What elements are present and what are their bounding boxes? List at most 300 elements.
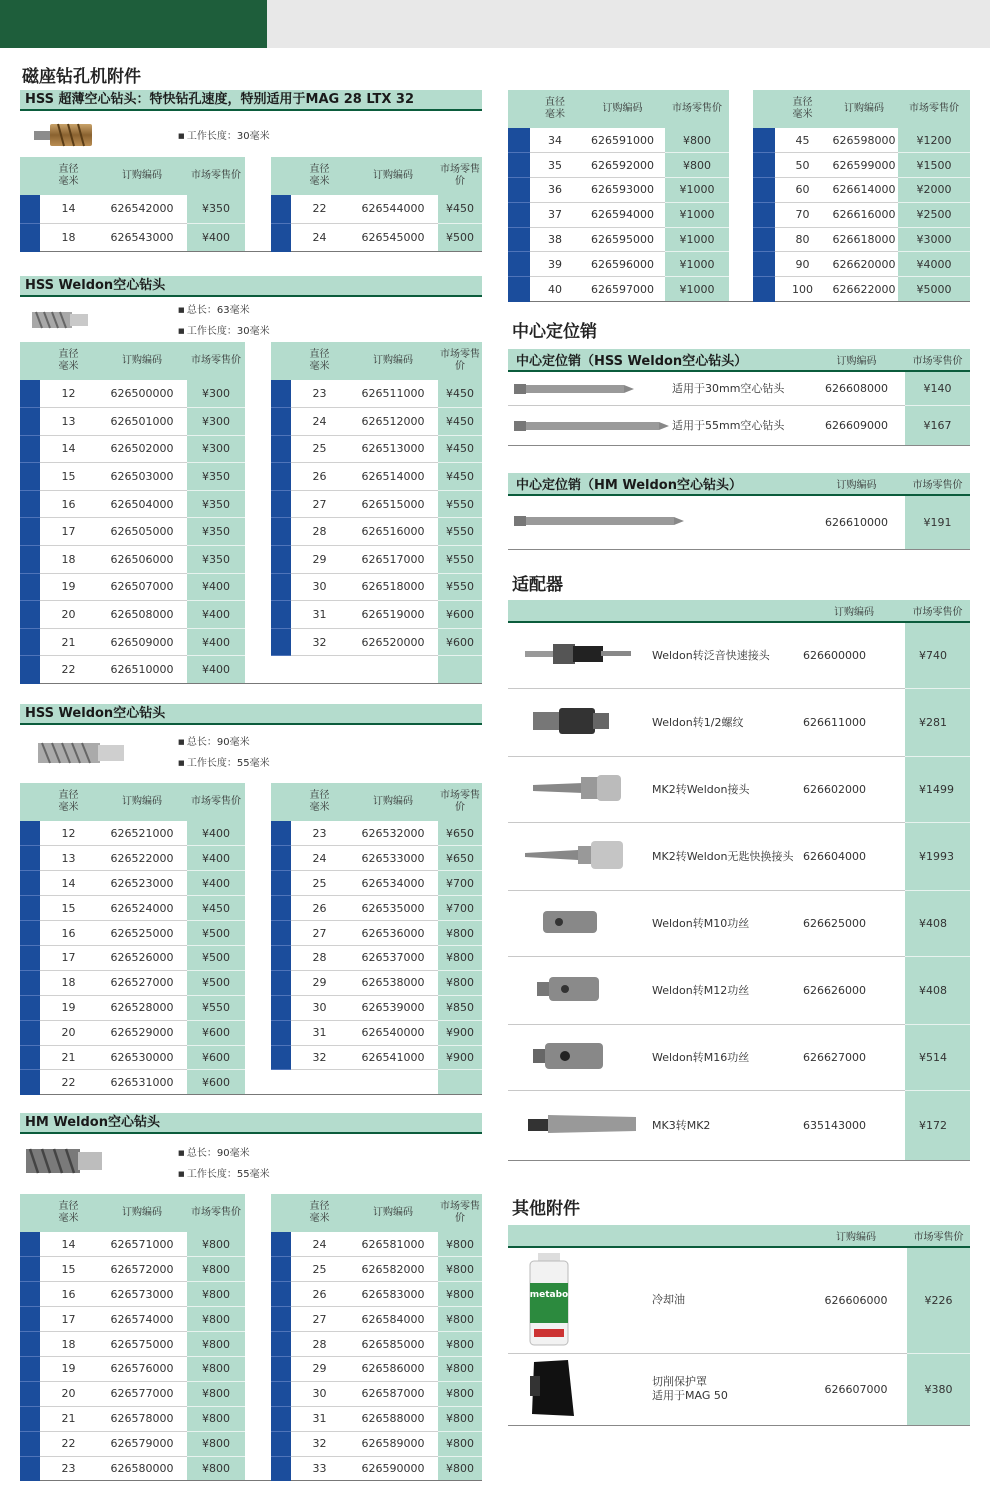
diameter-cell: 20 [40,1020,97,1045]
s1-table [20,157,482,252]
diameter-cell: 25 [291,435,348,463]
header-bar [20,783,40,821]
diameter-cell: 32 [291,628,348,656]
diameter-cell: 90 [775,252,830,277]
table-row [508,756,970,822]
section-hss-weldon-90-title: HSS Weldon空心钻头 [20,704,482,725]
price-cell: ¥800 [438,1332,482,1357]
code-cell: 626500000 [97,380,187,408]
price-cell: ¥408 [905,956,970,1024]
table-row [20,223,482,251]
price-cell: ¥800 [438,970,482,995]
diameter-cell: 24 [291,223,348,251]
col-mm: 毫米 [58,802,79,813]
code-cell: 626509000 [97,628,187,656]
price-cell: ¥800 [438,1456,482,1481]
diameter-cell: 27 [291,1307,348,1332]
price-cell: ¥800 [438,1232,482,1257]
price-cell: ¥740 [905,622,970,688]
code-cell: 626588000 [348,1406,438,1431]
adapters-heading: 适配器 [512,575,563,595]
code-cell: 626530000 [97,1045,187,1070]
code-cell: 626584000 [348,1307,438,1332]
code-cell: 626521000 [97,821,187,846]
price-cell: ¥1000 [665,227,729,252]
col-diam: 直径 [309,1201,330,1212]
code-cell [348,1070,438,1095]
pins-hss-table [508,349,970,446]
diameter-cell: 28 [291,945,348,970]
col-price-header: 市场零售价 [187,1194,245,1232]
price-cell: ¥300 [187,408,245,436]
diameter-cell: 28 [291,1332,348,1357]
code-cell: 626502000 [97,435,187,463]
price-cell: ¥1000 [665,202,729,227]
code-cell: 626514000 [348,463,438,491]
code-cell: 626597000 [580,277,665,302]
table-row [20,995,482,1020]
table-row [20,601,482,629]
col-code-header: 订购编码 [808,473,905,495]
adapter-image [508,756,648,822]
price-cell: ¥700 [438,896,482,921]
code-cell: 626577000 [97,1381,187,1406]
pin-desc-cell [508,495,808,549]
col-diameter-header [291,157,348,195]
table-row [20,821,482,846]
diameter-cell: 26 [291,896,348,921]
adapter-name: MK3转MK2 [648,1090,803,1160]
cutting-guard-image [524,1356,584,1420]
adapter-image [508,890,648,956]
col-code-header: 订购编码 [97,783,187,821]
code-cell: 626506000 [97,546,187,574]
price-cell: ¥800 [187,1381,245,1406]
code-cell: 626540000 [348,1020,438,1045]
code-cell: 626574000 [97,1307,187,1332]
code-cell: 626626000 [803,956,905,1024]
price-cell: ¥400 [187,846,245,871]
diameter-cell: 14 [40,871,97,896]
s2-specs [178,300,270,342]
price-cell: ¥1000 [665,252,729,277]
code-cell: 626538000 [348,970,438,995]
code-cell: 626512000 [348,408,438,436]
table-row [20,1020,482,1045]
price-cell: ¥4000 [898,252,970,277]
table-row [20,1232,482,1257]
col-code-header: 订购编码 [97,157,187,195]
price-cell: ¥281 [905,688,970,756]
col-diam: 直径 [792,97,813,108]
table-row [20,1332,482,1357]
diameter-cell: 38 [530,227,580,252]
diameter-cell: 14 [40,1232,97,1257]
diameter-cell: 20 [40,1381,97,1406]
price-cell: ¥500 [438,223,482,251]
col-price-header: 市场零售价 [905,473,970,495]
table-row [508,688,970,756]
diameter-cell [291,656,348,684]
code-cell: 626518000 [348,573,438,601]
diameter-cell: 31 [291,1020,348,1045]
diameter-cell: 21 [40,1045,97,1070]
price-cell: ¥800 [187,1282,245,1307]
diameter-cell: 24 [291,846,348,871]
pins-hm-table [508,473,970,550]
col-code-header: 订购编码 [348,1194,438,1232]
table-row [508,1090,970,1160]
diameter-cell: 18 [40,1332,97,1357]
col-diameter-header [40,1194,97,1232]
col-diameter-header [530,90,580,128]
s1-specs [178,126,270,147]
adapter-image [508,1024,648,1090]
adapter-image [508,1090,648,1160]
code-cell: 626526000 [97,945,187,970]
diameter-cell: 25 [291,871,348,896]
other-name [648,1353,805,1425]
diameter-cell: 13 [40,846,97,871]
s4-specs [178,1143,270,1185]
adapter-name: Weldon转1/2螺纹 [648,688,803,756]
code-cell: 626525000 [97,921,187,946]
centre-pin-image [512,381,672,397]
price-cell: ¥450 [438,195,482,223]
diameter-cell: 17 [40,518,97,546]
pin-desc: 适用于30mm空心钻头 [672,381,785,395]
price-cell: ¥800 [438,921,482,946]
code-cell: 626600000 [803,622,905,688]
table-row [508,1024,970,1090]
code-cell: 626544000 [348,195,438,223]
section-hm-weldon-title: HM Weldon空心钻头 [20,1113,482,1134]
price-cell: ¥800 [187,1332,245,1357]
diameter-cell: 37 [530,202,580,227]
price-cell: ¥2500 [898,202,970,227]
price-cell: ¥172 [905,1090,970,1160]
pin-desc-cell [508,405,808,445]
diameter-cell: 19 [40,1356,97,1381]
code-cell: 626622000 [830,277,898,302]
price-cell: ¥500 [187,921,245,946]
diameter-cell: 40 [530,277,580,302]
diameter-cell: 30 [291,995,348,1020]
price-cell: ¥650 [438,821,482,846]
code-cell: 626602000 [803,756,905,822]
header-bar [20,157,40,195]
other-name-line2: 适用于MAG 50 [652,1389,728,1402]
col-diameter-header [40,783,97,821]
price-cell: ¥1500 [898,153,970,178]
price-cell: ¥300 [187,380,245,408]
adapter-image [508,688,648,756]
price-cell: ¥226 [907,1247,970,1353]
top-band [0,0,990,48]
code-cell: 626508000 [97,601,187,629]
code-cell: 626604000 [803,822,905,890]
col-mm: 毫米 [58,1213,79,1224]
code-cell: 626507000 [97,573,187,601]
code-cell: 626503000 [97,463,187,491]
code-cell: 626511000 [348,380,438,408]
header-bar [508,90,530,128]
price-cell: ¥300 [187,435,245,463]
code-cell: 626586000 [348,1356,438,1381]
table-row [20,463,482,491]
col-mm: 毫米 [58,176,79,187]
s4-table [20,1194,482,1481]
col-diam: 直径 [309,349,330,360]
diameter-cell: 16 [40,921,97,946]
table-row [508,227,970,252]
hss-weldon-cutter-image [32,309,88,331]
diameter-cell: 23 [291,380,348,408]
code-cell: 626578000 [97,1406,187,1431]
diameter-cell: 16 [40,1282,97,1307]
price-cell: ¥3000 [898,227,970,252]
price-cell: ¥1000 [665,277,729,302]
diameter-cell: 22 [40,656,97,684]
price-cell [438,656,482,684]
col-code-header: 订购编码 [97,1194,187,1232]
other-name-line1: 切削保护罩 [652,1375,707,1388]
diameter-cell: 26 [291,463,348,491]
table-row [508,153,970,178]
diameter-cell: 100 [775,277,830,302]
pin-desc: 适用于55mm空心钻头 [672,418,785,432]
table-row [508,371,970,405]
code-cell: 626572000 [97,1257,187,1282]
code-cell: 626532000 [348,821,438,846]
table-row [508,822,970,890]
diameter-cell: 14 [40,435,97,463]
price-cell: ¥800 [665,128,729,153]
other-name [648,1247,805,1353]
col-diameter-header [291,1194,348,1232]
diameter-cell: 22 [40,1070,97,1095]
price-cell: ¥800 [438,1356,482,1381]
code-cell: 626522000 [97,846,187,871]
code-cell: 626573000 [97,1282,187,1307]
s3-specs [178,732,270,774]
price-cell: ¥850 [438,995,482,1020]
diameter-cell: 80 [775,227,830,252]
header-bar [271,783,291,821]
diameter-cell: 19 [40,573,97,601]
table-row [20,380,482,408]
price-cell: ¥800 [187,1456,245,1481]
price-cell: ¥550 [438,573,482,601]
diameter-cell: 33 [291,1456,348,1481]
table-row [20,846,482,871]
code-cell: 626616000 [830,202,898,227]
table-row [20,656,482,684]
section-hss-weldon-63-title: HSS Weldon空心钻头 [20,276,482,297]
diameter-cell: 17 [40,1307,97,1332]
price-cell: ¥140 [905,371,970,405]
diameter-cell: 29 [291,970,348,995]
diameter-cell: 21 [40,628,97,656]
price-cell: ¥400 [187,871,245,896]
other-image [508,1353,648,1425]
col-code-header: 订购编码 [830,90,898,128]
diameter-cell: 22 [291,195,348,223]
diameter-cell: 70 [775,202,830,227]
code-cell: 626571000 [97,1232,187,1257]
price-cell: ¥400 [187,573,245,601]
diameter-cell: 18 [40,546,97,574]
table-row [508,202,970,227]
diameter-cell: 35 [530,153,580,178]
price-cell: ¥514 [905,1024,970,1090]
diameter-cell [291,1070,348,1095]
code-cell: 626520000 [348,628,438,656]
price-cell: ¥800 [187,1232,245,1257]
price-cell: ¥800 [187,1431,245,1456]
diameter-cell: 25 [291,1257,348,1282]
price-cell: ¥600 [187,1020,245,1045]
table-row [20,970,482,995]
table-row [508,1247,970,1353]
coolant-can-image [524,1251,584,1347]
table-row [20,518,482,546]
price-cell: ¥800 [438,1282,482,1307]
diameter-cell: 50 [775,153,830,178]
table-row [20,408,482,436]
code-cell: 626606000 [805,1247,907,1353]
diameter-cell: 34 [530,128,580,153]
code-cell: 626524000 [97,896,187,921]
table-row [20,871,482,896]
table-row [508,405,970,445]
code-cell: 626609000 [808,405,905,445]
other-name-line1: 冷却油 [652,1293,685,1307]
spec-item: ■ 工作长度：30毫米 [178,321,270,342]
code-cell: 626618000 [830,227,898,252]
hm-weldon-cutter-image [26,1146,104,1176]
adapter-name: Weldon转M16功丝 [648,1024,803,1090]
col-price-header: 市场零售价 [187,783,245,821]
price-cell [438,1070,482,1095]
price-cell: ¥380 [907,1353,970,1425]
table-row [20,945,482,970]
price-cell: ¥800 [187,1356,245,1381]
table-row [508,622,970,688]
diameter-cell: 15 [40,1257,97,1282]
price-cell: ¥1993 [905,822,970,890]
table-row [20,1307,482,1332]
adapter-name: Weldon转泛音快速接头 [648,622,803,688]
code-cell: 626599000 [830,153,898,178]
col-price-header: 市场零售价 [438,783,482,821]
price-cell: ¥500 [187,970,245,995]
price-cell: ¥800 [438,1307,482,1332]
centre-pin-image [512,418,672,434]
price-cell: ¥350 [187,546,245,574]
code-cell: 626576000 [97,1356,187,1381]
price-cell: ¥5000 [898,277,970,302]
diameter-cell: 17 [40,945,97,970]
adapter-name: Weldon转M10功丝 [648,890,803,956]
table-row [508,178,970,203]
price-cell: ¥400 [187,656,245,684]
s5-table [508,90,970,302]
diameter-cell: 45 [775,128,830,153]
code-cell: 626627000 [803,1024,905,1090]
price-cell: ¥408 [905,890,970,956]
diameter-cell: 30 [291,573,348,601]
price-cell: ¥1000 [665,178,729,203]
table-row [20,921,482,946]
table-row [20,896,482,921]
pins-hss-title: 中心定位销（HSS Weldon空心钻头） [508,349,808,371]
col-diameter-header [291,342,348,380]
diameter-cell: 12 [40,821,97,846]
table-row [20,1045,482,1070]
header-blank [508,600,803,622]
price-cell: ¥800 [187,1406,245,1431]
code-cell: 626587000 [348,1381,438,1406]
code-cell: 626594000 [580,202,665,227]
price-cell: ¥450 [438,380,482,408]
adapter-name: MK2转Weldon无匙快换接头 [648,822,803,890]
col-diam: 直径 [58,1201,79,1212]
adapter-image [508,822,648,890]
price-cell: ¥600 [187,1070,245,1095]
table-row [20,546,482,574]
code-cell: 626529000 [97,1020,187,1045]
col-diam: 直径 [309,164,330,175]
header-bar [271,342,291,380]
code-cell: 626545000 [348,223,438,251]
col-code-header: 订购编码 [97,342,187,380]
col-code-header: 订购编码 [348,157,438,195]
price-cell: ¥450 [187,896,245,921]
code-cell: 626611000 [803,688,905,756]
adapter-image [508,622,648,688]
col-price-header: 市场零售价 [187,342,245,380]
price-cell: ¥500 [187,945,245,970]
code-cell: 626575000 [97,1332,187,1357]
price-cell: ¥350 [187,463,245,491]
col-mm: 毫米 [58,361,79,372]
spec-item: ■ 工作长度：55毫米 [178,753,270,774]
can-brand: metabo [529,1289,569,1300]
diameter-cell: 29 [291,1356,348,1381]
spec-item: ■ 总长：90毫米 [178,1143,270,1164]
price-cell: ¥800 [438,1257,482,1282]
other-table [508,1225,970,1426]
diameter-cell: 39 [530,252,580,277]
table-row [508,1353,970,1425]
col-mm: 毫米 [545,109,565,120]
col-diam: 直径 [58,790,79,801]
code-cell: 626516000 [348,518,438,546]
price-cell: ¥800 [187,1307,245,1332]
price-cell: ¥167 [905,405,970,445]
header-bar [20,342,40,380]
col-diameter-header [40,342,97,380]
price-cell: ¥450 [438,435,482,463]
col-mm: 毫米 [792,109,813,120]
code-cell: 626585000 [348,1332,438,1357]
diameter-cell: 24 [291,408,348,436]
spec-item: ■ 工作长度：30毫米 [178,126,270,147]
diameter-cell: 31 [291,601,348,629]
code-cell: 626536000 [348,921,438,946]
code-cell: 626591000 [580,128,665,153]
